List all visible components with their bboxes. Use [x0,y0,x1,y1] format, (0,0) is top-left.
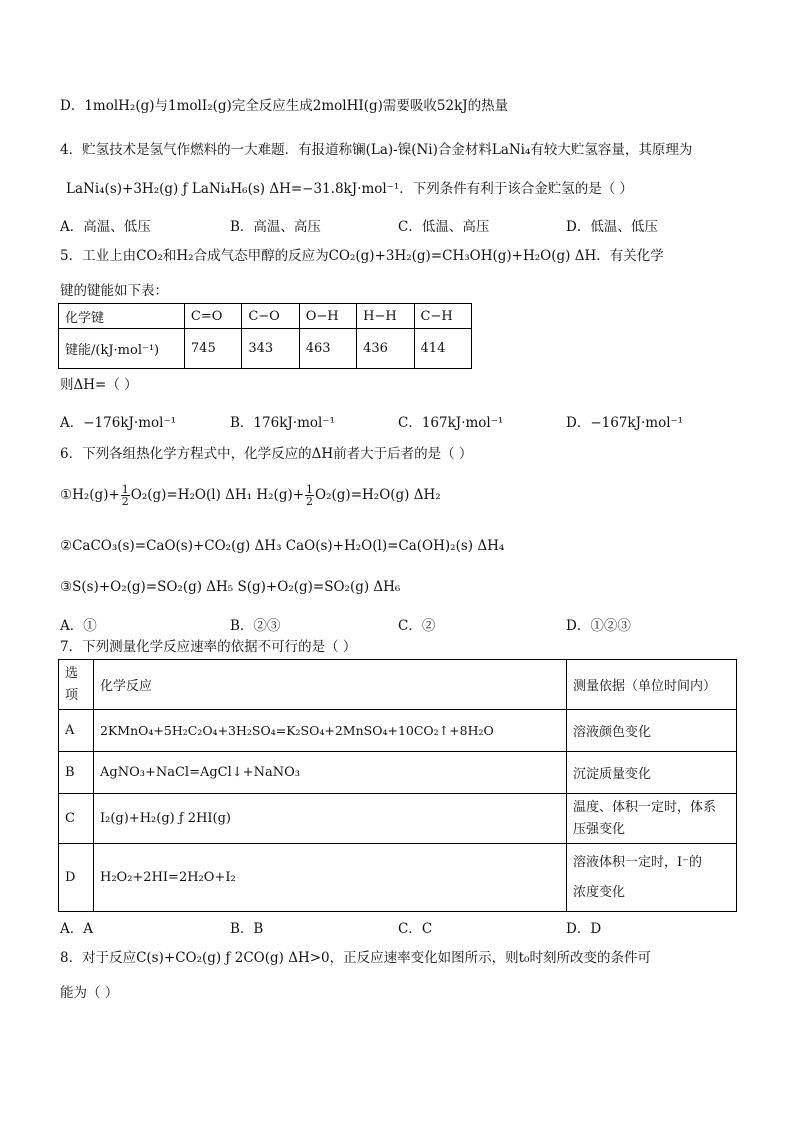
table-header-cell: 化学键 [59,304,185,329]
q6-option-b: B．②③ [230,618,281,634]
q6-option-c: C．② [398,618,436,634]
q4-option-c: C．低温、高压 [398,219,490,235]
q4-option-d: D．低温、低压 [566,219,658,235]
q6-eq1-part3: O₂(g)=H₂O(g) ΔH₂ [315,487,441,503]
table-cell-option: D [59,844,94,912]
table-header-cell: 测量依据（单位时间内） [567,660,737,710]
table-cell-reaction: I₂(g)+H₂(g) ƒ 2HI(g) [94,794,567,844]
table-header-cell: C=O [184,304,241,329]
q6-stem: 6．下列各组热化学方程式中，化学反应的ΔH前者大于后者的是（ ） [60,446,473,462]
q5-option-d: D．−167kJ·mol⁻¹ [566,415,684,431]
table-cell-basis: 溶液颜色变化 [567,710,737,752]
q4-stem: 4．贮氢技术是氢气作燃料的一大难题．有报道称镧(La)-镍(Ni)合金材料LaNi₄有较大贮氢容量，其原理为 [60,142,693,158]
q6-eq1-part2: O₂(g)=H₂O(l) ΔH₁ H₂(g)+ [130,487,305,503]
q6-eq1 [60,482,441,508]
basis-line: 溶液体积一定时，I⁻的 [573,854,702,870]
q6-option-a: A．① [60,618,97,634]
table-header-cell: O−H [299,304,356,329]
table-cell-reaction: AgNO₃+NaCl=AgCl↓+NaNO₃ [94,752,567,794]
q7-option-a: A．A [60,921,93,937]
q5-stem: 5．工业上由CO₂和H₂合成气态甲醇的反应为CO₂(g)+3H₂(g)=CH₃OH(g)+H₂O(g) ΔH．有关化学 [60,248,664,264]
table-cell-basis [567,844,737,912]
frac-num: 1 [121,483,129,496]
header-text: 项 [65,687,79,703]
q3-option-d: D．1molH₂(g)与1molI₂(g)完全反应生成2molHI(g)需要吸收52kJ的热量 [60,98,509,114]
q4-option-b: B．高温、高压 [230,219,321,235]
table-header-cell: C−H [414,304,471,329]
table-cell: 436 [357,329,414,369]
table-header-cell [59,660,94,710]
q7-option-d: D．D [566,921,602,937]
q5-ask: 则ΔH=（ ） [60,377,138,393]
fraction-half [121,484,130,507]
q7-stem: 7．下列测量化学反应速率的依据不可行的是（ ） [60,639,357,655]
q7-option-c: C．C [398,921,433,937]
q8-stem: 8．对于反应C(s)+CO₂(g) ƒ 2CO(g) ΔH>0，正反应速率变化如图所示，则t₀时刻所改变的条件可 [60,950,651,966]
table-cell-reaction: H₂O₂+2HI=2H₂O+I₂ [94,844,567,912]
q6-option-d: D．①②③ [566,618,631,634]
q5-stem-cont: 键的键能如下表： [60,283,168,299]
basis-line: 压强变化 [573,821,626,837]
rate-method-table [58,659,737,912]
q4-equation: LaNi₄(s)+3H₂(g) ƒ LaNi₄H₆(s) ΔH=−31.8kJ·mol⁻¹．下列条件有利于该合金贮氢的是（ ） [66,181,634,197]
q6-eq2: ②CaCO₃(s)=CaO(s)+CO₂(g) ΔH₃ CaO(s)+H₂O(l)=Ca(OH)₂(s) ΔH₄ [60,538,505,554]
table-header-cell: C−O [242,304,299,329]
frac-den: 2 [306,495,314,508]
table-cell: 463 [299,329,356,369]
table-cell-option: B [59,752,94,794]
basis-line: 浓度变化 [573,884,626,900]
frac-den: 2 [121,495,129,508]
q4-option-a: A．高温、低压 [60,219,151,235]
table-cell-option: C [59,794,94,844]
table-header-cell: 化学反应 [94,660,567,710]
basis-line: 温度、体积一定时，体系 [573,799,717,815]
q5-option-b: B．176kJ·mol⁻¹ [230,415,335,431]
table-row-label: 键能/(kJ·mol⁻¹) [59,329,185,369]
q7-option-b: B．B [230,921,264,937]
q5-option-c: C．167kJ·mol⁻¹ [398,415,504,431]
table-header-cell: H−H [357,304,414,329]
table-cell-reaction: 2KMnO₄+5H₂C₂O₄+3H₂SO₄=K₂SO₄+2MnSO₄+10CO₂↑+8H₂O [94,710,567,752]
table-cell: 343 [242,329,299,369]
q8-stem-cont: 能为（ ） [60,985,119,1001]
table-cell: 414 [414,329,471,369]
q6-eq1-part1: ①H₂(g)+ [60,487,120,503]
bond-energy-table [58,303,472,369]
fraction-half [305,484,314,507]
table-cell-basis [567,794,737,844]
q6-eq3: ③S(s)+O₂(g)=SO₂(g) ΔH₅ S(g)+O₂(g)=SO₂(g) ΔH₆ [60,579,401,595]
header-text: 选 [65,665,79,681]
frac-num: 1 [306,483,314,496]
table-cell: 745 [184,329,241,369]
table-cell-option: A [59,710,94,752]
table-cell-basis: 沉淀质量变化 [567,752,737,794]
q5-option-a: A．−176kJ·mol⁻¹ [60,415,176,431]
